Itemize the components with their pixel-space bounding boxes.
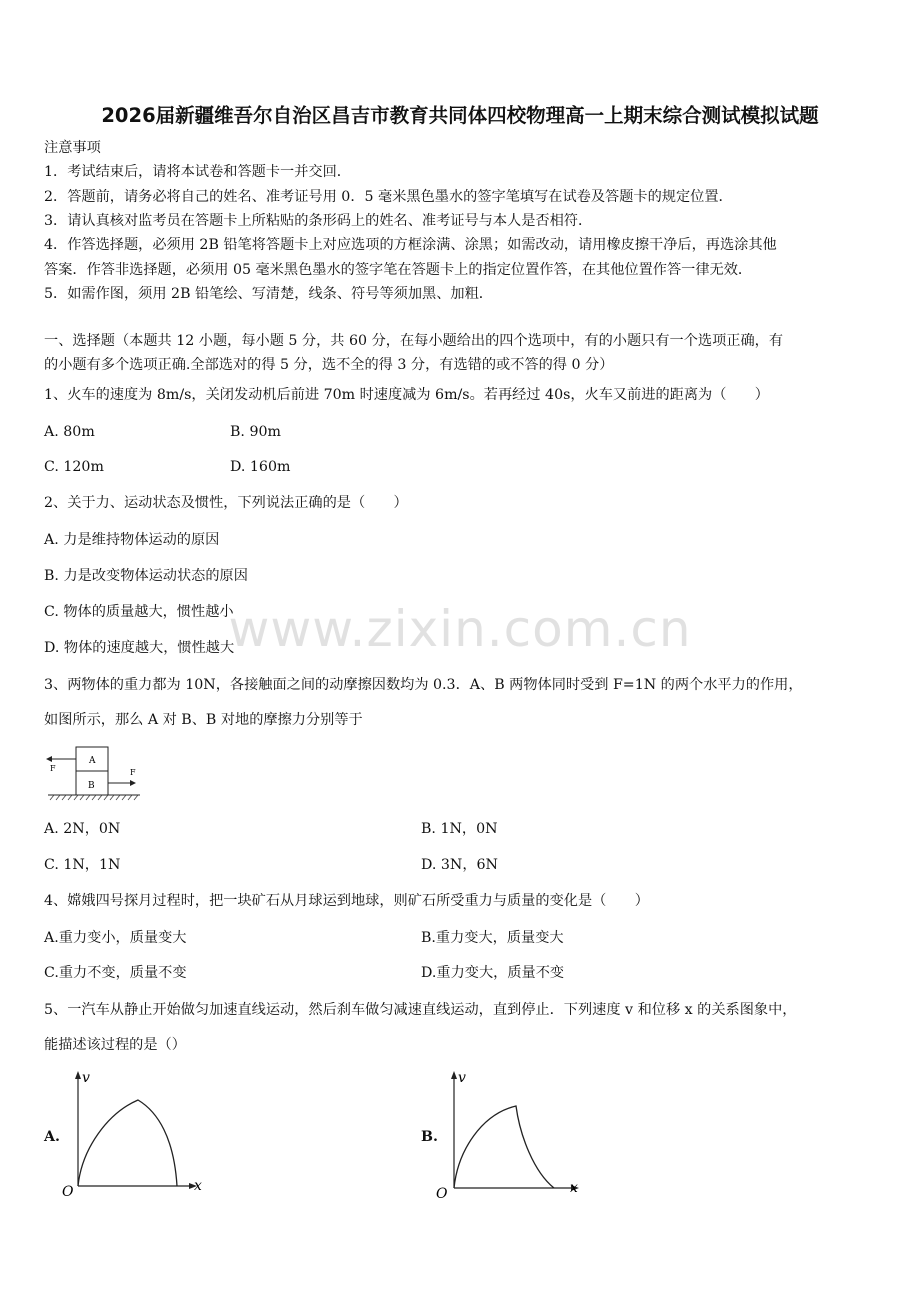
curve-a	[78, 1100, 177, 1186]
q1-stem: 1、火车的速度为 8m/s，关闭发动机后前进 70m 时速度减为 6m/s。若再经过 40s，火车又前进的距离为（ ）	[44, 387, 769, 403]
x-axis-label: x	[570, 1180, 578, 1196]
q3-option-c: C. 1N，1N	[44, 857, 121, 873]
notice-item: 1．考试结束后，请将本试卷和答题卡一并交回．	[44, 164, 351, 180]
page-title: 2026届新疆维吾尔自治区昌吉市教育共同体四校物理高一上期末综合测试模拟试题	[101, 104, 819, 127]
label-a: A	[89, 756, 96, 766]
q5-option-b-label: B.	[421, 1129, 438, 1145]
q4-option-d: D.重力变大，质量不变	[421, 965, 565, 981]
section-heading-cont: 的小题有多个选项正确.全部选对的得 5 分，选不全的得 3 分，有选错的或不答的得 0 分）	[44, 357, 614, 373]
q1-option-b: B. 90m	[230, 424, 281, 440]
q2-option-d: D. 物体的速度越大，惯性越大	[44, 640, 235, 656]
notice-item: 5．如需作图，须用 2B 铅笔绘、写清楚，线条、符号等须加黑、加粗．	[44, 286, 493, 302]
q4-stem: 4、嫦娥四号探月过程时，把一块矿石从月球运到地球，则矿石所受重力与质量的变化是（ ）	[44, 893, 649, 909]
curve-b	[454, 1106, 554, 1188]
label-b: B	[88, 781, 95, 791]
q3-option-b: B. 1N，0N	[421, 821, 498, 837]
q1-option-d: D. 160m	[230, 459, 291, 475]
q4-option-b: B.重力变大，质量变大	[421, 930, 564, 946]
origin-label: O	[62, 1184, 74, 1200]
y-axis-label: v	[458, 1070, 466, 1086]
origin-label: O	[436, 1186, 448, 1202]
notice-item: 2．答题前，请务必将自己的姓名、准考证号用 0．5 毫米黑色墨水的签字笔填写在试卷及答题卡的规定位置．	[44, 189, 733, 205]
q3-stem: 3、两物体的重力都为 10N，各接触面之间的动摩擦因数均为 0.3．A、B 两物体同时受到 F=1N 的两个水平力的作用，	[44, 677, 803, 693]
q3-option-d: D. 3N，6N	[421, 857, 498, 873]
q1-option-c: C. 120m	[44, 459, 104, 475]
q3-stem-cont: 如图所示，那么 A 对 B、B 对地的摩擦力分别等于	[44, 712, 363, 728]
q2-option-a: A. 力是维持物体运动的原因	[44, 532, 220, 548]
label-f-right: F	[130, 768, 136, 777]
q5-stem-cont: 能描述该过程的是（）	[44, 1037, 186, 1053]
q4-option-c: C.重力不变，质量不变	[44, 965, 187, 981]
y-axis-label: v	[82, 1070, 90, 1086]
q4-option-a: A.重力变小，质量变大	[44, 930, 187, 946]
q5-graph-a	[60, 1068, 210, 1202]
watermark: www.zixin.com.cn	[228, 600, 692, 658]
q2-option-b: B. 力是改变物体运动状态的原因	[44, 568, 248, 584]
q3-option-a: A. 2N，0N	[44, 821, 121, 837]
q2-stem: 2、关于力、运动状态及惯性，下列说法正确的是（ ）	[44, 495, 408, 511]
q5-option-a-label: A.	[44, 1129, 60, 1145]
q5-graph-b	[436, 1068, 586, 1202]
q1-option-a: A. 80m	[44, 424, 95, 440]
notice-heading: 注意事项	[44, 140, 101, 156]
notice-item: 4．作答选择题，必须用 2B 铅笔将答题卡上对应选项的方框涂满、涂黑；如需改动，请用橡皮擦干净后，再选涂其他	[44, 237, 777, 253]
notice-item: 3．请认真核对监考员在答题卡上所粘贴的条形码上的姓名、准考证号与本人是否相符．	[44, 213, 593, 229]
q3-block-figure	[44, 745, 144, 803]
q2-option-c: C. 物体的质量越大，惯性越小	[44, 604, 234, 620]
section-heading: 一、选择题（本题共 12 小题，每小题 5 分，共 60 分，在每小题给出的四个选项中，有的小题只有一个选项正确，有	[44, 333, 784, 349]
label-f-left: F	[50, 764, 56, 773]
q5-stem: 5、一汽车从静止开始做匀加速直线运动，然后刹车做匀减速直线运动，直到停止．下列速度 v 和位移 x 的关系图象中，	[44, 1002, 797, 1018]
x-axis-label: x	[194, 1178, 202, 1194]
notice-item: 答案．作答非选择题，必须用 05 毫米黑色墨水的签字笔在答题卡上的指定位置作答，在其他位置作答一律无效．	[44, 262, 753, 278]
